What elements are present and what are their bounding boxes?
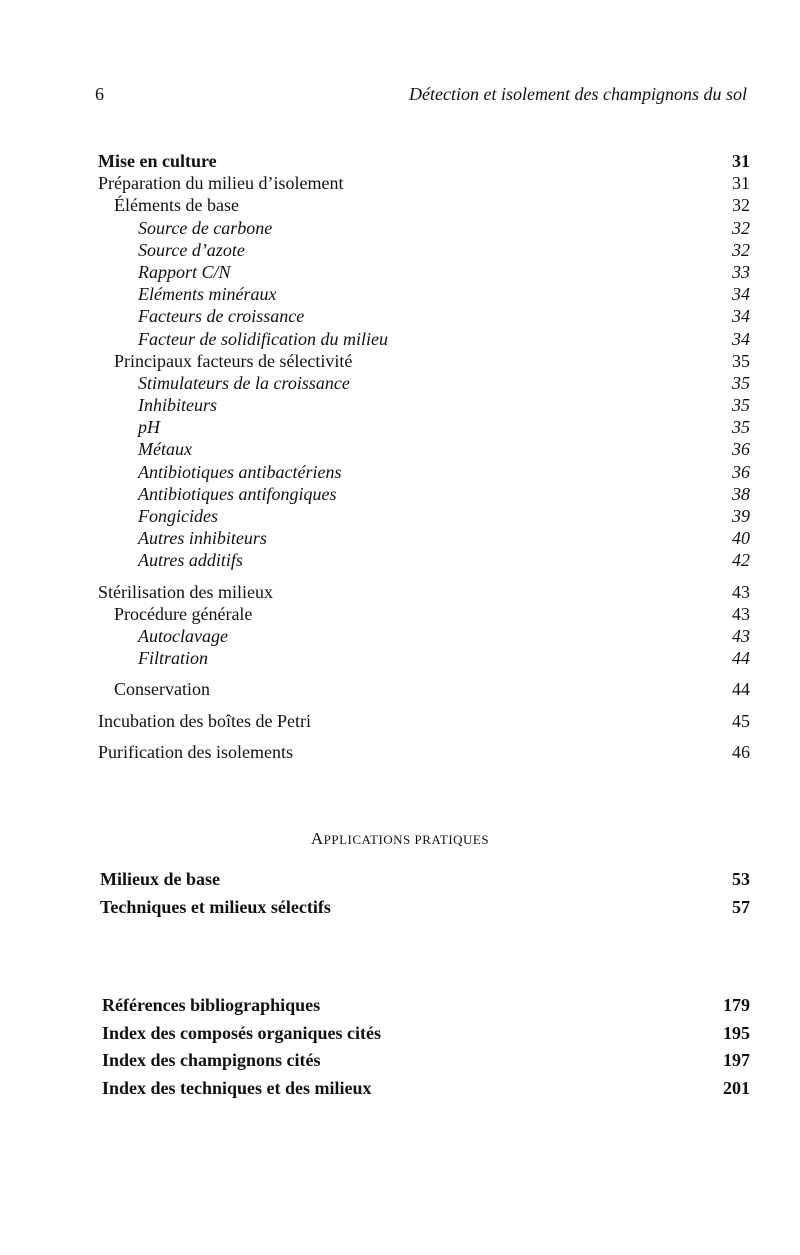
toc-entry-label: Eléments minéraux [138, 284, 277, 305]
toc-entry [98, 239, 750, 261]
toc-entry-page: 179 [723, 995, 750, 1015]
toc-entry-label: Références bibliographiques [102, 995, 321, 1015]
back-matter-list [102, 992, 750, 1102]
toc-entry [98, 549, 750, 571]
toc-entry [98, 394, 750, 416]
toc-entry [98, 483, 750, 505]
toc-entry [98, 710, 750, 732]
toc-entry-page: 35 [732, 372, 750, 393]
toc-entry-label: Filtration [138, 648, 209, 669]
toc-entry-page: 34 [732, 284, 750, 305]
toc-entry-page: 197 [723, 1050, 750, 1070]
toc-entry-page: 43 [732, 625, 750, 646]
toc-entry-page: 34 [732, 328, 750, 349]
toc-entry-page: 36 [732, 439, 750, 460]
toc-entry-page: 35 [732, 350, 750, 371]
toc-entry-label: Éléments de base [114, 195, 239, 216]
toc-entry [98, 647, 750, 669]
spacer [98, 732, 750, 741]
toc-entry [98, 625, 750, 647]
toc-entry-label: Fongicides [138, 506, 218, 526]
toc-entry-page: 33 [732, 261, 750, 282]
toc-entry-page: 35 [732, 417, 750, 438]
toc-entry [102, 992, 750, 1020]
toc-entry-label: Métaux [138, 439, 192, 460]
toc-entry [102, 1047, 750, 1075]
toc-entry-label: Facteurs de croissance [138, 306, 305, 327]
toc-entry [98, 217, 750, 239]
toc-entry-page: 44 [732, 648, 750, 669]
toc-entry-label: Préparation du milieu d’isolement [98, 173, 344, 194]
toc-entry-page: 36 [732, 461, 750, 482]
toc-entry-label: Autres additifs [138, 550, 243, 571]
spacer [98, 701, 750, 710]
toc-entry [98, 172, 750, 194]
toc-entry-label: Rapport C/N [138, 261, 231, 282]
toc-entry-label: Incubation des boîtes de Petri [98, 710, 311, 731]
toc-entry-label: Principaux facteurs de sélectivité [114, 350, 353, 371]
running-title: Détection et isolement des champignons du sol [409, 84, 747, 104]
page-number: 6 [95, 84, 104, 104]
toc-entry-label: Inhibiteurs [138, 395, 217, 416]
applications-list [100, 865, 750, 921]
toc-entry-label: Conservation [114, 679, 210, 700]
toc-entry-label: Techniques et milieux sélectifs [100, 897, 331, 917]
toc-entry [98, 261, 750, 283]
toc-entry-page: 43 [732, 581, 750, 602]
toc-entry-label: Autoclavage [138, 625, 228, 646]
toc-entry-label: Index des techniques et des milieux [102, 1077, 372, 1098]
toc-entry [102, 1075, 750, 1103]
toc-entry-label: Purification des isolements [98, 741, 293, 762]
toc-entry-page: 32 [732, 217, 750, 238]
toc-entry [98, 350, 750, 372]
toc-entry [98, 505, 750, 527]
toc-entry [98, 461, 750, 483]
toc-entry-page: 31 [732, 151, 750, 171]
toc-entry-label: Stimulateurs de la croissance [138, 372, 350, 393]
toc-entry [100, 893, 750, 921]
toc-entry-page: 53 [732, 869, 750, 889]
toc-entry-page: 42 [732, 550, 750, 571]
toc-entry-page: 35 [732, 395, 750, 416]
toc-entry-page: 34 [732, 306, 750, 327]
toc-entry-page: 57 [732, 897, 750, 917]
toc-entry [98, 438, 750, 460]
toc-entry-label: Index des composés organiques cités [102, 1022, 382, 1043]
toc-entry [98, 328, 750, 350]
toc-entry [98, 581, 750, 603]
spacer [98, 669, 750, 678]
toc-entry [98, 741, 750, 763]
toc-entry-label: Antibiotiques antibactériens [138, 461, 342, 482]
toc-entry-label: Antibiotiques antifongiques [138, 483, 337, 504]
toc-entry-label: Milieux de base [100, 869, 220, 889]
toc-entry-page: 32 [732, 239, 750, 260]
toc-entry-page: 43 [732, 603, 750, 624]
section-heading-applications: APPLICATIONS PRATIQUES [310, 829, 490, 848]
toc-entry-label: pH [138, 417, 160, 438]
toc-entry-label: Mise en culture [98, 151, 217, 171]
toc-entry-page: 45 [732, 710, 750, 731]
toc-entry [98, 416, 750, 438]
toc-entry-label: Source d’azote [138, 239, 245, 260]
toc-entry-label: Stérilisation des milieux [98, 581, 273, 602]
toc-entry-page: 32 [732, 195, 750, 216]
toc-entry [98, 603, 750, 625]
toc-entry-page: 38 [732, 483, 750, 504]
toc-entry-page: 31 [732, 173, 750, 194]
toc-entry-page: 201 [723, 1077, 750, 1098]
spacer [98, 572, 750, 581]
toc-entry-label: Facteur de solidification du milieu [138, 328, 388, 349]
toc-entry [98, 150, 750, 172]
toc-entry [98, 678, 750, 700]
toc-entry [98, 194, 750, 216]
toc-entry-page: 40 [732, 528, 750, 549]
toc-entry-label: Procédure générale [114, 603, 253, 624]
table-of-contents [98, 150, 750, 763]
toc-entry-page: 44 [732, 679, 750, 700]
toc-entry [98, 283, 750, 305]
toc-entry [98, 527, 750, 549]
toc-entry [98, 305, 750, 327]
toc-entry [100, 865, 750, 893]
toc-entry-label: Index des champignons cités [102, 1050, 321, 1070]
toc-entry [102, 1020, 750, 1048]
toc-entry [98, 372, 750, 394]
toc-entry-page: 195 [723, 1022, 750, 1043]
running-head [95, 84, 747, 105]
toc-entry-page: 39 [732, 506, 750, 526]
toc-entry-label: Autres inhibiteurs [138, 528, 267, 549]
toc-entry-page: 46 [732, 741, 750, 762]
toc-entry-label: Source de carbone [138, 217, 273, 238]
